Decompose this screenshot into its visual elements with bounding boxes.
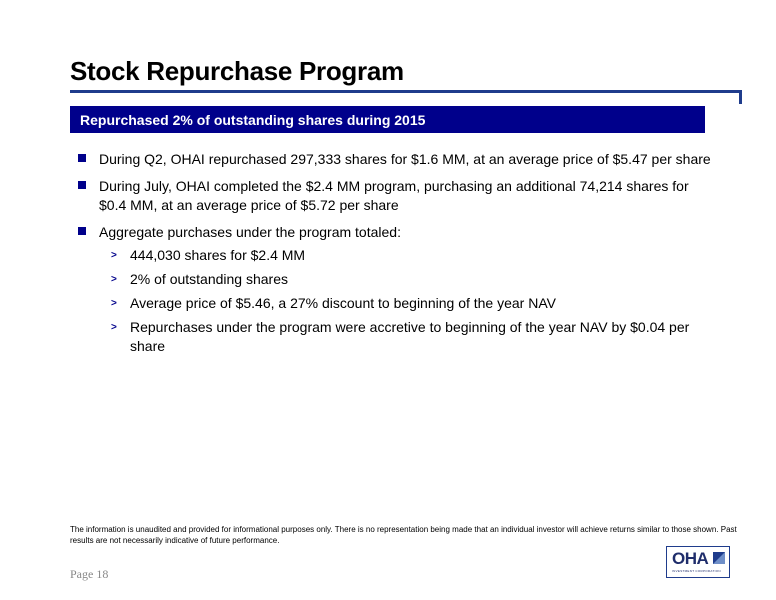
bullet-text: During July, OHAI completed the $2.4 MM program, purchasing an additional 74,214 shares for $0.4 MM, at an average price of $5.72 per share [99,178,689,213]
oha-logo [666,546,730,578]
sub-bullet-item [111,318,718,356]
sub-bullet-list [111,246,718,356]
bullet-list [78,150,718,364]
logo-subtext: INVESTMENT CORPORATION [672,569,721,573]
bullet-text: Aggregate purchases under the program totaled: [99,224,401,240]
sub-bullet-item [111,270,718,289]
chevron-right-icon: > [111,298,117,309]
sub-bullet-text: Average price of $5.46, a 27% discount to beginning of the year NAV [130,295,556,311]
section-banner: Repurchased 2% of outstanding shares during 2015 [70,106,705,133]
square-bullet-icon [78,227,86,235]
square-bullet-icon [78,181,86,189]
bullet-item [78,177,718,215]
chevron-right-icon: > [111,274,117,285]
sub-bullet-text: 444,030 shares for $2.4 MM [130,247,306,263]
bullet-item [78,223,718,356]
sub-bullet-item [111,294,718,313]
disclaimer-footnote: The information is unaudited and provided for informational purposes only. There is no representation being made that an individual investor will achieve returns similar to those shown. Past results are not necessarily indicative of future performance. [70,525,737,545]
square-bullet-icon [78,154,86,162]
sub-bullet-item [111,246,718,265]
logo-mark-accent [713,552,725,564]
sub-bullet-text: 2% of outstanding shares [130,271,288,287]
logo-text: OHA [672,549,709,568]
sub-bullet-text: Repurchases under the program were accretive to beginning of the year NAV by $0.04 per share [130,319,690,354]
title-underline-tick [739,90,742,104]
chevron-right-icon: > [111,250,117,261]
page-title: Stock Repurchase Program [70,56,404,86]
bullet-item [78,150,718,169]
title-underline [70,90,742,93]
page-number: Page 18 [70,567,109,581]
bullet-text: During Q2, OHAI repurchased 297,333 shares for $1.6 MM, at an average price of $5.47 per share [99,151,711,167]
chevron-right-icon: > [111,322,117,333]
